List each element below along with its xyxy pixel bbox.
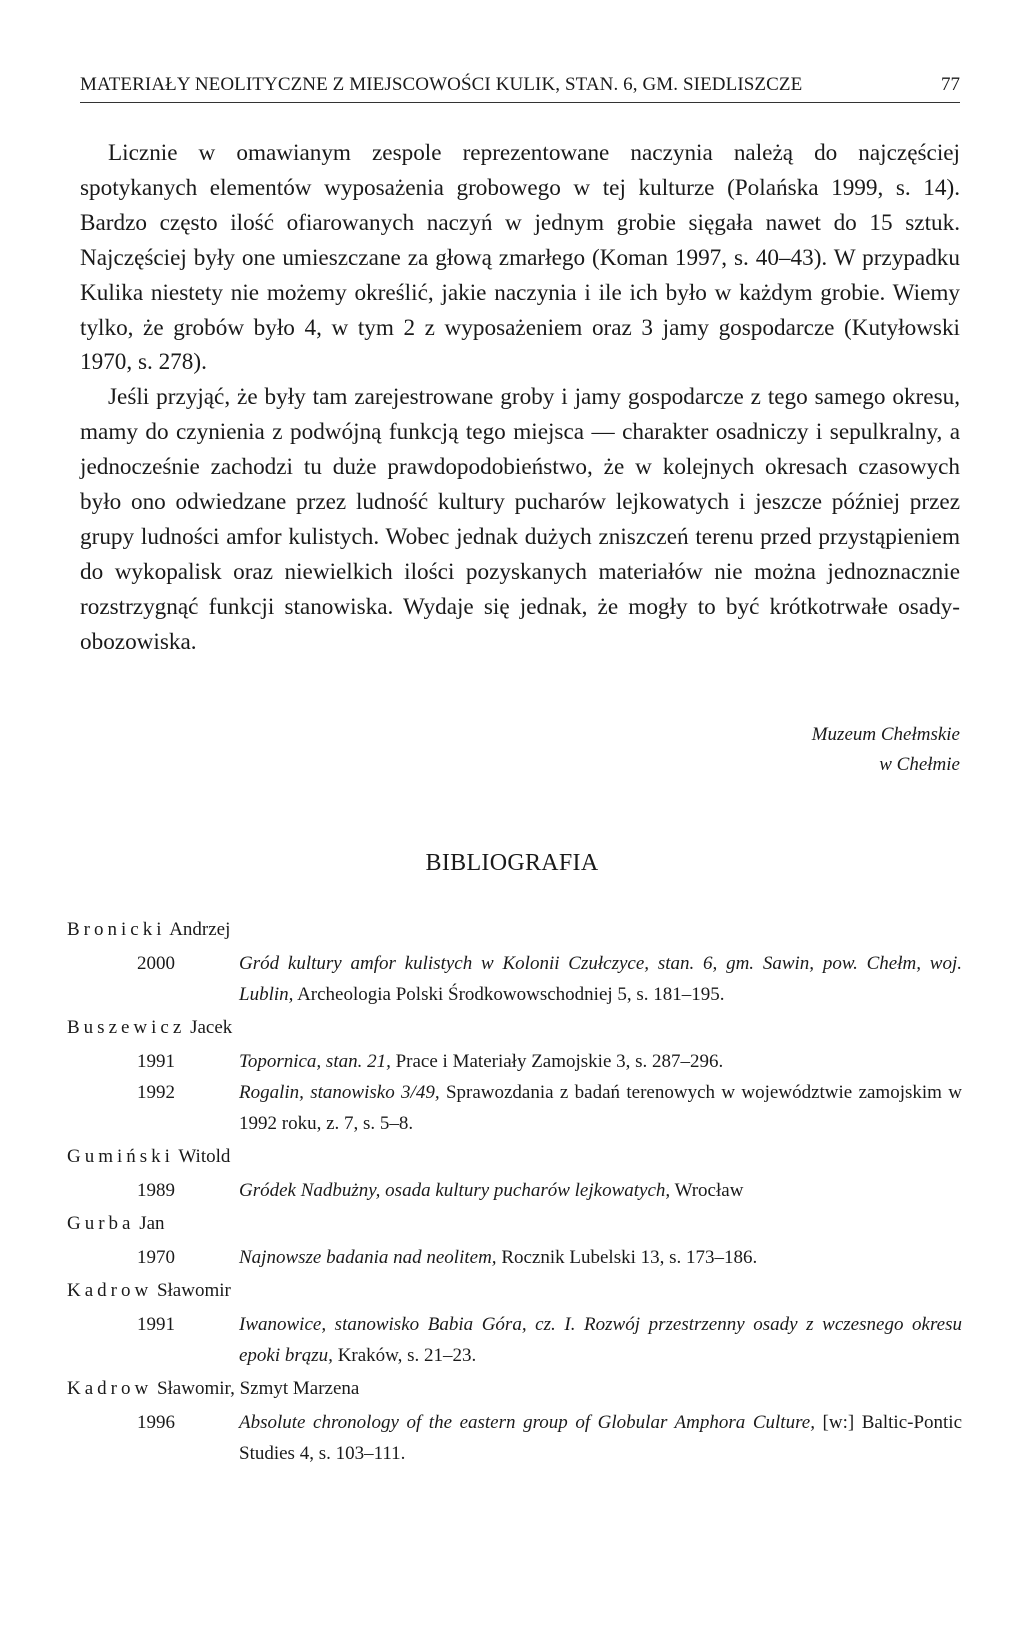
bib-author-given: Witold [178, 1146, 231, 1167]
bib-entry-source: Wrocław [674, 1180, 744, 1201]
bib-entry-year: 2000 [137, 953, 175, 974]
affiliation-line-1: Muzeum Chełmskie [811, 724, 960, 745]
bib-author-surname: Gumiński [67, 1146, 174, 1167]
bib-author [67, 1010, 962, 1046]
bib-entry [67, 1077, 962, 1139]
affiliation-line-2: w Chełmie [879, 754, 960, 775]
bib-entry-reference [239, 1242, 962, 1273]
bib-entry [67, 1407, 962, 1469]
bib-entry-year: 1970 [137, 1247, 175, 1268]
bib-author-given: Sławomir, Szmyt Marzena [156, 1378, 360, 1399]
body-paragraph-2: Jeśli przyjąć, że były tam zarejestrowane groby i jamy gospodarcze z tego samego okresu, mamy do czynienia z podwójną funkcją tego miejsca — charakter osadniczy i sepulkralny, a jednocześnie zachodzi tu duże prawdopodobieństwo, że w kolejnych okresach czasowych było ono odwiedzane przez ludność kultury pucharów lejkowatych i jeszcze później przez grupy ludności amfor kulistych. Wobec jednak dużych zniszczeń terenu przed przystąpieniem do wykopalisk oraz niewielkich ilości pozyskanych materiałów nie można jednoznacznie rozstrzygnąć funkcji stanowiska. Wydaje się jednak, że mogły to być krótkotrwałe osady-obozowiska. [80, 384, 960, 655]
bib-entry-source: Prace i Materiały Zamojskie 3, s. 287–296. [395, 1051, 724, 1072]
bib-entry-reference [239, 1077, 962, 1139]
bibliography-list [67, 912, 962, 1469]
bib-entry-year: 1992 [137, 1082, 175, 1103]
bib-entry-reference [239, 1175, 962, 1206]
bib-author [67, 1206, 962, 1242]
bib-entry-title: Rogalin, stanowisko 3/49, [239, 1082, 440, 1103]
bib-entry [67, 1046, 962, 1077]
page-number: 77 [941, 74, 960, 95]
bib-author [67, 1371, 962, 1407]
bib-author-surname: Bronicki [67, 919, 166, 940]
bib-entry-reference [239, 1309, 962, 1371]
bib-author-surname: Gurba [67, 1213, 135, 1234]
bib-entry-source: Archeologia Polski Środkowowschodniej 5, s. 181–195. [297, 984, 725, 1005]
bib-entry-source: Rocznik Lubelski 13, s. 173–186. [501, 1247, 758, 1268]
bib-entry-year: 1996 [137, 1412, 175, 1433]
bib-entry-reference [239, 948, 962, 1010]
running-title: MATERIAŁY NEOLITYCZNE Z MIEJSCOWOŚCI KULIK, STAN. 6, GM. SIEDLISZCZE [80, 74, 803, 95]
bib-entry [67, 1242, 962, 1273]
bib-entry-year: 1991 [137, 1314, 175, 1335]
bib-entry-reference [239, 1046, 962, 1077]
body-text [80, 136, 960, 660]
bib-entry-source: Kraków, s. 21–23. [337, 1345, 477, 1366]
running-header [80, 74, 960, 103]
bib-author-surname: Kadrow [67, 1280, 153, 1301]
bib-entry [67, 1309, 962, 1371]
bib-entry-title: Najnowsze badania nad neolitem, [239, 1247, 497, 1268]
bib-author-surname: Kadrow [67, 1378, 153, 1399]
bib-entry-title: Gródek Nadbużny, osada kultury pucharów lejkowatych, [239, 1180, 671, 1201]
body-paragraph-1: Licznie w omawianym zespole reprezentowane naczynia należą do najczęściej spotykanych elementów wyposażenia grobowego w tej kulturze (Polańska 1999, s. 14). Bardzo często ilość ofiarowanych naczyń w jednym grobie sięgała nawet do 15 sztuk. Najczęściej były one umieszczane za głową zmarłego (Koman 1997, s. 40–43). W przypadku Kulika niestety nie możemy określić, jakie naczynia i ile ich było w każdym grobie. Wiemy tylko, że grobów było 4, w tym 2 z wyposażeniem oraz 3 jamy gospodarcze (Kutyłowski 1970, s. 278). [80, 140, 960, 376]
bib-entry-year: 1991 [137, 1051, 175, 1072]
author-affiliation [700, 720, 960, 780]
bib-entry-title: Topornica, stan. 21, [239, 1051, 391, 1072]
bib-author-given: Andrzej [169, 919, 231, 940]
bib-author-given: Jacek [190, 1017, 233, 1038]
bibliography-heading: BIBLIOGRAFIA [425, 850, 599, 876]
bib-entry-title: Iwanowice, stanowisko Babia Góra, cz. I. Rozwój przestrzenny osady z wczesnego okresu epoki brązu, [239, 1314, 962, 1366]
bib-entry-source: [w:] Baltic-Pontic Studies 4, s. 103–111. [239, 1412, 963, 1464]
bib-author [67, 1139, 962, 1175]
bib-author [67, 1273, 962, 1309]
bib-entry-source: Sprawozdania z badań terenowych w województwie zamojskim w 1992 roku, z. 7, s. 5–8. [239, 1082, 963, 1134]
bib-author-given: Jan [139, 1213, 165, 1234]
bib-entry [67, 948, 962, 1010]
bib-entry-reference [239, 1407, 962, 1469]
bib-entry-title: Gród kultury amfor kulistych w Kolonii Czułczyce, stan. 6, gm. Sawin, pow. Chełm, woj. Lublin, [239, 953, 962, 1005]
bib-entry-year: 1989 [137, 1180, 175, 1201]
bib-entry [67, 1175, 962, 1206]
bib-author-given: Sławomir [156, 1280, 231, 1301]
bib-author [67, 912, 962, 948]
bib-entry-title: Absolute chronology of the eastern group of Globular Amphora Culture, [239, 1412, 815, 1433]
bib-author-surname: Buszewicz [67, 1017, 186, 1038]
